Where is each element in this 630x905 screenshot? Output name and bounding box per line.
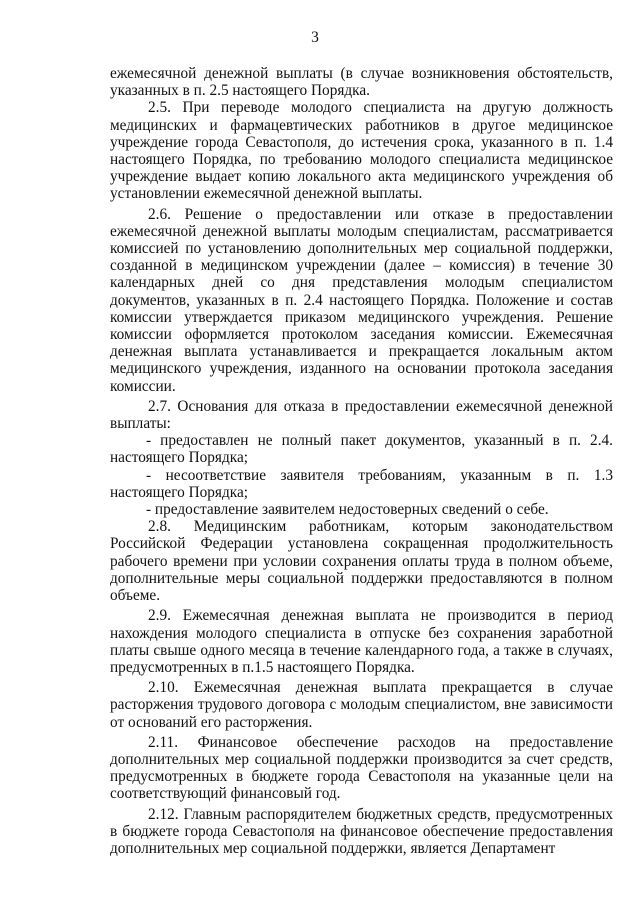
list-item-incomplete-documents: - предоставлен не полный пакет документов, указанный в п. 2.4. настоящего Порядка; [110, 432, 613, 467]
paragraph-continuation: ежемесячной денежной выплаты (в случае возникновения обстоятельств, указанных в п. 2.5 настоящего Порядка. [110, 65, 613, 100]
paragraph-2-11: 2.11. Финансовое обеспечение расходов на предоставление дополнительных мер социальной поддержки производится за счет средств, предусмотренных в бюджете города Севастополя на указанные цели на соответствующий финансовый год. [110, 733, 613, 803]
document-body [110, 65, 613, 857]
paragraph-2-8: 2.8. Медицинским работникам, которым законодательством Российской Федерации установлена сокращенная продолжительность рабочего времени при условии сохранения оплаты труда в полном объеме, дополнительные меры социальной поддержки предоставляются в полном объеме. [110, 518, 613, 605]
paragraph-2-7: 2.7. Основания для отказа в предоставлении ежемесячной денежной выплаты: [110, 397, 613, 433]
list-item-false-information: - предоставление заявителем недостоверных сведений о себе. [146, 501, 549, 519]
paragraph-2-10: 2.10. Ежемесячная денежная выплата прекращается в случае расторжения трудового договора с молодым специалистом, вне зависимости от оснований его расторжения. [110, 679, 613, 731]
paragraph-2-6: 2.6. Решение о предоставлении или отказе в предоставлении ежемесячной денежной выплаты молодым специалистам, рассматривается комиссией по установлению дополнительных мер социальной поддержки, созданной в медицинском учреждении (далее – комиссия) в течение 30 календарных дней со дня представления молодым специалистом документов, указанных в п. 2.4 настоящего Порядка. Положение и состав комиссии утверждается приказом медицинского учреждения. Решение комиссии оформляется протоколом заседания комиссии. Ежемесячная денежная выплата устанавливается и прекращается локальным актом медицинского учреждения, изданного на основании протокола заседания комиссии. [110, 205, 613, 395]
list-item-requirements-mismatch: - несоответствие заявителя требованиям, указанным в п. 1.3 настоящего Порядка; [110, 466, 613, 501]
page-number: 3 [311, 29, 319, 46]
paragraph-2-5: 2.5. При переводе молодого специалиста на другую должность медицинских и фармацевтических работников в другое медицинское учреждение города Севастополя, до истечения срока, указанного в п. 1.4 настоящего Порядка, по требованию молодого специалиста медицинское учреждение выдает копию локального акта медицинского учреждения об установлении ежемесячной денежной выплаты. [110, 99, 613, 203]
paragraph-2-12: 2.12. Главным распорядителем бюджетных средств, предусмотренных в бюджете города Севастополя на финансовое обеспечение предоставления дополнительных мер социальной поддержки, является Департамент [110, 805, 613, 857]
paragraph-2-9: 2.9. Ежемесячная денежная выплата не производится в период нахождения молодого специалиста в отпуске без сохранения заработной платы свыше одного месяца в течение календарного года, а также в случаях, предусмотренных в п.1.5 настоящего Порядка. [110, 607, 613, 676]
